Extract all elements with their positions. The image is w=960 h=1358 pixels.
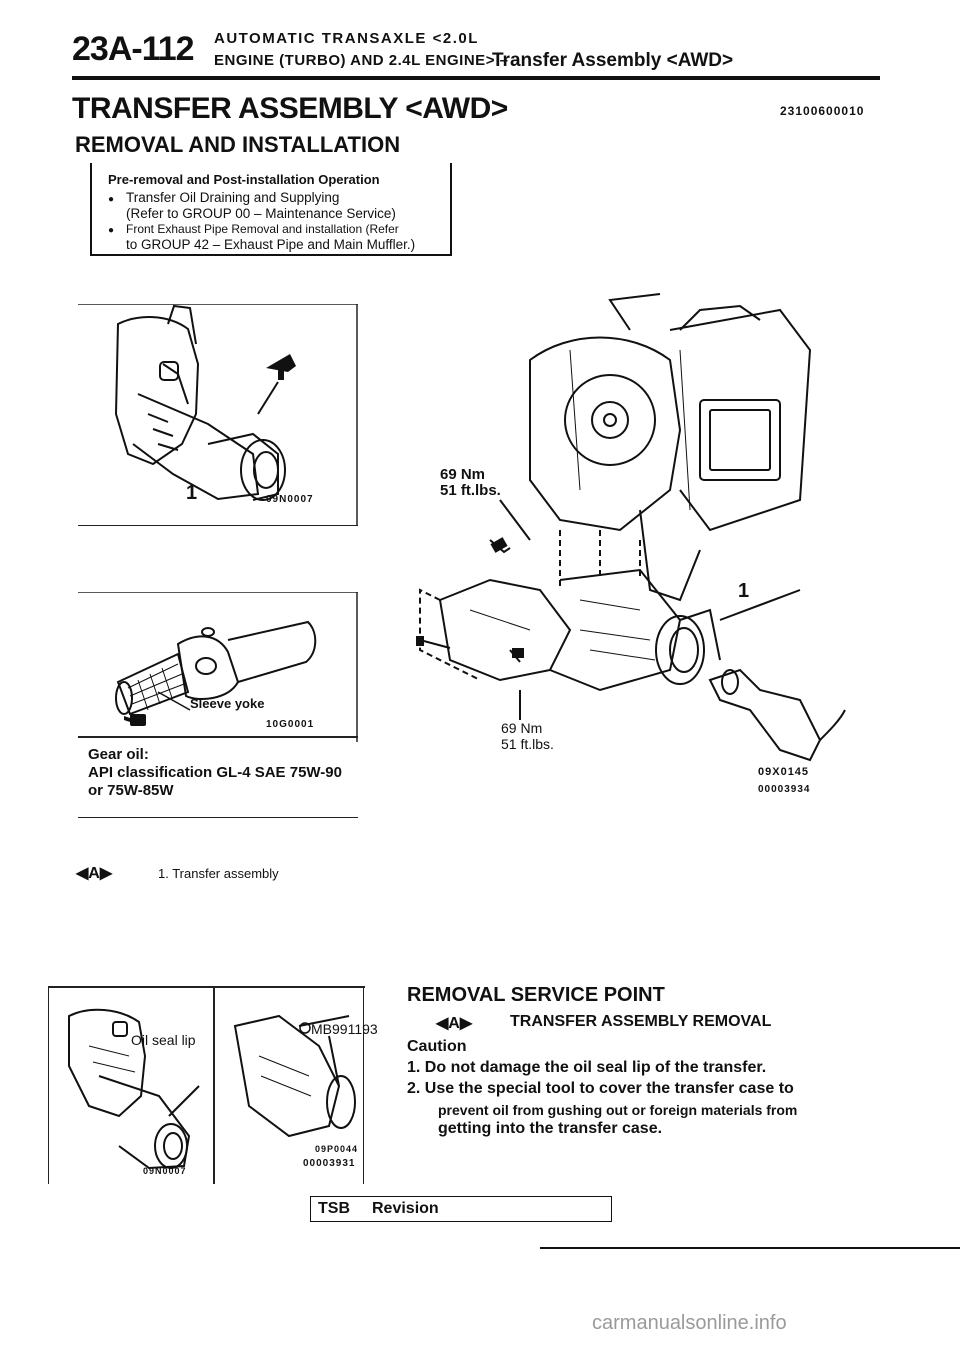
service-mark-a: ◀A▶: [76, 865, 113, 882]
transaxle-drawing: [380, 290, 870, 800]
oil-can-icon: [124, 714, 146, 726]
item-1: 1. Transfer assembly: [158, 866, 279, 881]
figure3-top-rule: [49, 986, 365, 988]
torque-bottom-ft: 51 ft.lbs.: [501, 736, 554, 752]
bullet-icon: ●: [108, 194, 115, 205]
header-line-1: AUTOMATIC TRANSAXLE <2.0L: [214, 30, 479, 47]
figure3-code-right-2: 00003931: [303, 1158, 356, 1169]
pre-box-line-2: (Refer to GROUP 00 – Maintenance Service): [126, 206, 396, 221]
gear-oil-spec: API classification GL-4 SAE 75W-90: [88, 764, 342, 781]
transfer-case-drawing: [78, 304, 358, 526]
figure2-divider: [78, 736, 358, 738]
figure2-code: 10G0001: [266, 719, 315, 730]
sleeve-yoke-drawing: [78, 592, 358, 742]
service-mark-a-2: ◀A▶: [436, 1015, 473, 1032]
main-figure-callout: 1: [738, 580, 750, 602]
torque-bottom-nm: 69 Nm: [501, 720, 543, 736]
page-number: 23A-112: [72, 30, 194, 68]
main-figure-code-1: 09X0145: [758, 766, 810, 778]
figure-sleeve-yoke: [78, 592, 358, 818]
pre-box-line-1: ● Transfer Oil Draining and Supplying: [108, 190, 340, 205]
header-rule: [72, 76, 880, 80]
pre-box-heading: Pre-removal and Post-installation Operation: [108, 172, 380, 187]
oil-seal-lip-label: Oil seal lip: [131, 1032, 196, 1048]
torque-top-nm: 69 Nm: [440, 466, 486, 483]
gear-oil-alt: or 75W-85W: [88, 782, 174, 799]
main-figure-code-2: 00003934: [758, 784, 811, 795]
bullet-icon: ●: [108, 225, 115, 236]
revision-label: Revision: [372, 1200, 439, 1217]
header-line-2: ENGINE (TURBO) AND 2.4L ENGINE> –: [214, 52, 509, 69]
doc-code: 23100600010: [780, 104, 865, 118]
tsb-label: TSB: [318, 1200, 350, 1217]
caution-label: Caution: [407, 1038, 467, 1055]
service-point-title: REMOVAL SERVICE POINT: [407, 984, 665, 1006]
figure1-code: 09N0007: [266, 494, 314, 505]
page-title: TRANSFER ASSEMBLY <AWD>: [72, 92, 508, 125]
pre-box-line-3: ● Front Exhaust Pipe Removal and installation (Refer: [108, 222, 399, 236]
figure-oil-seal-tool: [48, 986, 378, 1184]
watermark-link[interactable]: carmanualsonline.info: [592, 1312, 787, 1334]
tool-label: MB991193: [311, 1021, 378, 1037]
figure1-callout: 1: [186, 482, 198, 504]
revision-box: [310, 1196, 612, 1222]
pre-box-line-4: to GROUP 42 – Exhaust Pipe and Main Muffler.): [126, 237, 416, 252]
bottom-rule: [540, 1247, 960, 1249]
figure-transaxle-assembly: [380, 290, 870, 800]
pre-removal-box: [90, 163, 452, 256]
header-section: Transfer Assembly <AWD>: [492, 50, 734, 71]
figure3-code-right-1: 09P0044: [315, 1144, 359, 1154]
section-subtitle: REMOVAL AND INSTALLATION: [75, 132, 401, 157]
caution-item-2: 2. Use the special tool to cover the transfer case to: [407, 1080, 794, 1097]
caution-item-1: 1. Do not damage the oil seal lip of the transfer.: [407, 1059, 767, 1076]
caution-item-2-cont: prevent oil from gushing out or foreign materials from: [438, 1102, 798, 1118]
gear-oil-title: Gear oil:: [88, 746, 149, 763]
figure3-code-left: 09N0007: [143, 1166, 187, 1176]
oil-seal-drawing: [49, 986, 365, 1184]
figure3-divider: [213, 986, 215, 1184]
figure2-callout: Sleeve yoke: [190, 696, 265, 711]
service-point-subtitle: TRANSFER ASSEMBLY REMOVAL: [510, 1013, 772, 1030]
caution-item-2-cont-2: getting into the transfer case.: [438, 1120, 663, 1137]
figure-transfer-case: [78, 304, 358, 526]
torque-top-ft: 51 ft.lbs.: [440, 482, 501, 499]
